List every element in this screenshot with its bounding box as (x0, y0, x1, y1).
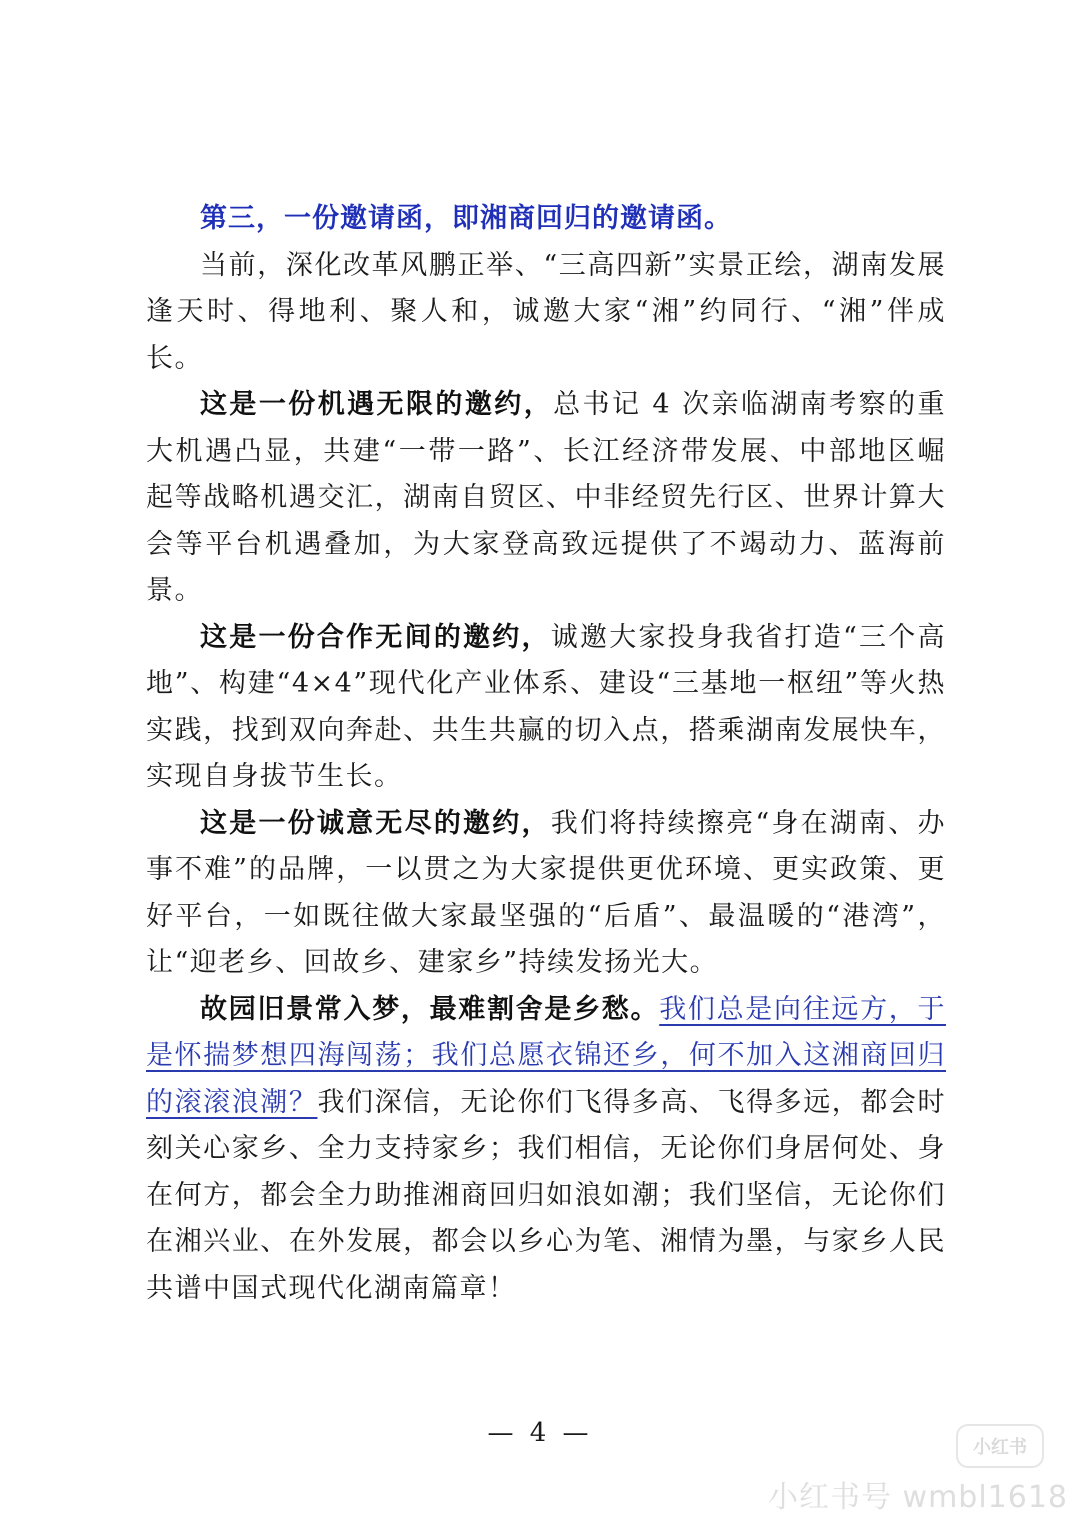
paragraph-lead: 故园旧景常入梦，最难割舍是乡愁。 (200, 993, 660, 1025)
paragraph-text: 总书记 4 次亲临湖南考察的重大机遇凸显，共建“一带一路”、长江经济带发展、中部地区崛起等战略机遇交汇，湖南自贸区、中非经贸先行区、世界计算大会等平台机遇叠加，为大家登高致远提供了不竭动力、蓝海前景。 (146, 389, 947, 606)
section-heading: 第三，一份邀请函，即湘商回归的邀请函。 (200, 203, 732, 234)
paragraph-lead: 这是一份机遇无限的邀约， (200, 389, 554, 420)
paragraph-text: 我们深信，无论你们飞得多高、飞得多远，都会时刻关心家乡、全力支持家乡；我们相信，无论你们身居何处、身在何方，都会全力助推湘商回归如浪如潮；我们坚信，无论你们在湘兴业、在外发展，都会以乡心为笔、湘情为墨，与家乡人民共谱中国式现代化湖南篇章！ (146, 1086, 947, 1304)
paragraph-lead: 这是一份合作无间的邀约， (200, 621, 551, 653)
paragraph-closing (146, 987, 946, 1313)
watermark-logo: 小红书 (956, 1424, 1044, 1468)
paragraph-lead: 这是一份诚意无尽的邀约， (200, 807, 551, 839)
paragraph-opportunity (146, 382, 946, 615)
paragraph-text: 我们将持续擦亮“身在湖南、办事不难”的品牌，一以贯之为大家提供更优环境、更实政策、更好平台，一如既往做大家最坚强的“后盾”、最温暖的“港湾”，让“迎老乡、回故乡、建家乡”持续发扬光大。 (146, 807, 946, 978)
page-number: — 4 — (487, 1418, 593, 1448)
highlighted-text: 我们总是向往远方，于是怀揣梦想四海闯荡；我们总愿衣锦还乡，何不加入这湘商回归的滚滚浪潮？ (146, 993, 947, 1118)
document-body (146, 196, 946, 1312)
paragraph-cooperation (146, 615, 946, 801)
paragraph-text: 诚邀大家投身我省打造“三个高地”、构建“4×4”现代化产业体系、建设“三基地一枢纽”等火热实践，找到双向奔赴、共生共赢的切入点，搭乘湖南发展快车，实现自身拔节生长。 (146, 621, 946, 792)
paragraph-intro: 当前，深化改革风鹏正举、“三高四新”实景正绘，湖南发展逢天时、得地利、聚人和，诚邀大家“湘”约同行、“湘”伴成长。 (146, 249, 946, 374)
watermark-text: 小红书号 wmbl1618 (768, 1480, 1069, 1515)
paragraph-sincerity (146, 801, 946, 987)
